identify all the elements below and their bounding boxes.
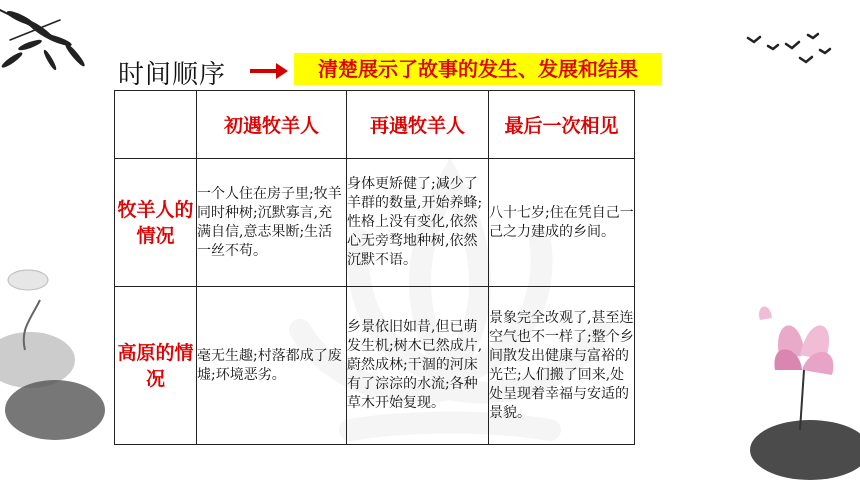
birds-icon [740, 30, 840, 80]
row-label-shepherd: 牧羊人的情况 [115, 159, 197, 287]
summary-box: 清楚展示了故事的发生、发展和结果 [294, 53, 662, 85]
table-cell: 景象完全改观了,甚至连空气也不一样了;整个乡间散发出健康与富裕的光芒;人们搬了回来,处处呈现着幸福与安适的景貌。 [489, 287, 635, 445]
slide-title: 时间顺序 [118, 60, 227, 90]
row-label-plateau: 高原的情况 [115, 287, 197, 445]
table-row [115, 287, 635, 445]
lotus-flower-painting [740, 300, 860, 484]
table-cell: 身体更矫健了;减少了羊群的数量,开始养蜂;性格上没有变化,依然心无旁骛地种树,依然沉默不语。 [347, 159, 489, 287]
table-cell: 乡景依旧如昔,但已萌发生机;树木已然成片,蔚然成林;干涸的河床有了淙淙的水流;各种草木开始复现。 [347, 287, 489, 445]
header-first-meeting: 初遇牧羊人 [197, 91, 347, 159]
lotus-painting [0, 240, 110, 484]
table-row [115, 159, 635, 287]
header-corner [115, 91, 197, 159]
arrow-head-icon [276, 63, 288, 79]
header-last-meeting: 最后一次相见 [489, 91, 635, 159]
header-second-meeting: 再遇牧羊人 [347, 91, 489, 159]
story-table [114, 90, 635, 445]
table-cell: 毫无生趣;村落都成了废墟;环境恶劣。 [197, 287, 347, 445]
bamboo-painting [0, 0, 120, 80]
table-header-row [115, 91, 635, 159]
table-cell: 八十七岁;住在凭自己一己之力建成的乡间。 [489, 159, 635, 287]
table-cell: 一个人住在房子里;牧羊同时种树;沉默寡言,充满自信,意志果断;生活一丝不苟。 [197, 159, 347, 287]
